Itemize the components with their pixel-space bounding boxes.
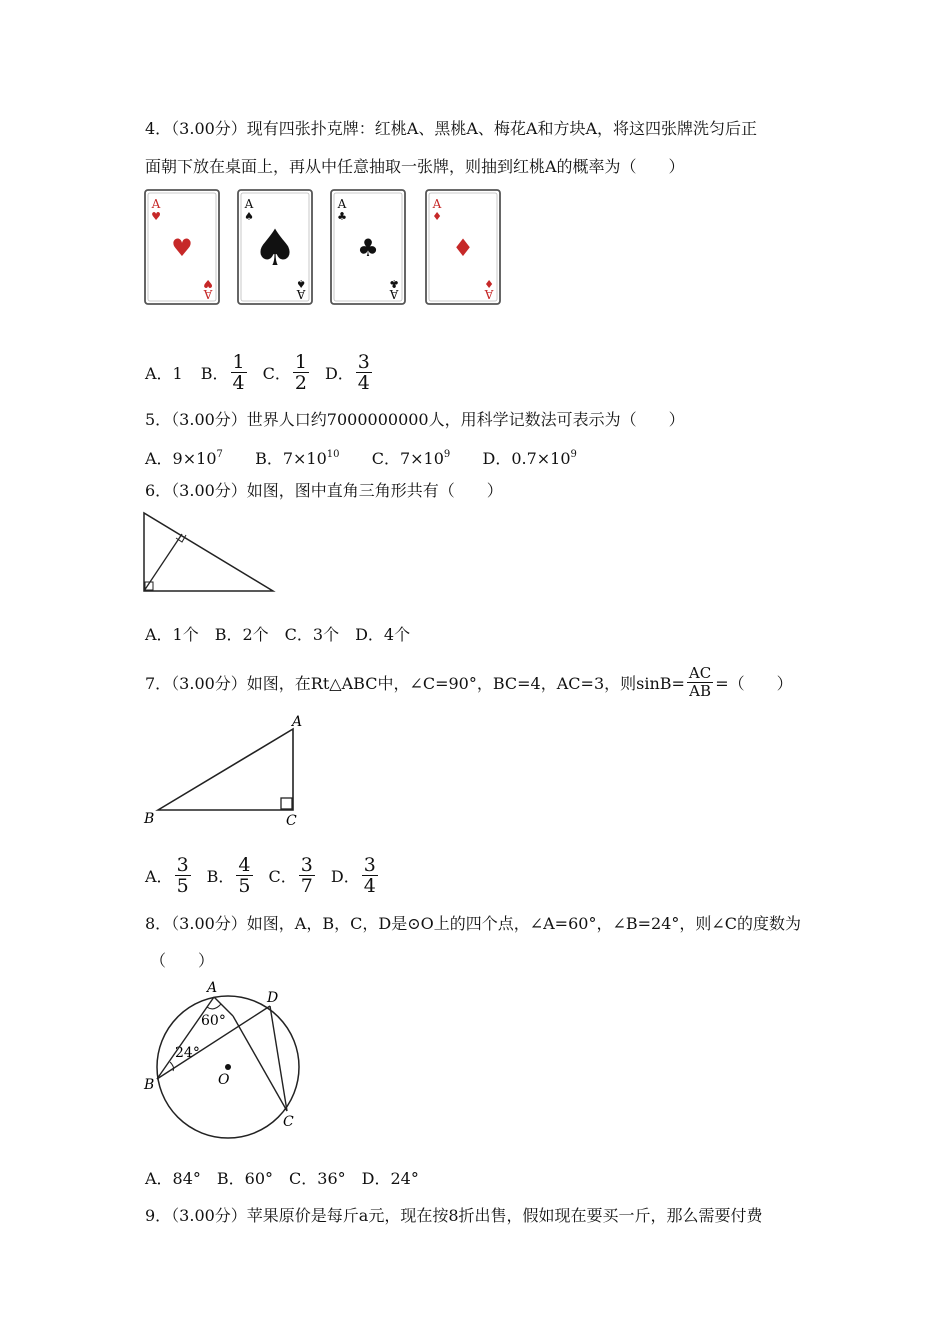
card-rank-bottom: A [484, 287, 494, 301]
vertex-label-b: B [144, 811, 155, 827]
card-rank-top: A [432, 197, 442, 211]
card-suit-bottom-icon: ♦ [484, 277, 494, 290]
card-suit-top-icon: ♥ [151, 210, 161, 223]
q5-option-d [482, 449, 576, 468]
right-angle-mark [281, 798, 292, 809]
center-label-o: O [218, 1072, 230, 1088]
point-label-d: D [267, 990, 279, 1006]
q5-option-b [255, 449, 339, 468]
q5-option-b-base: B．7×10 [255, 449, 327, 468]
fraction-denominator: 4 [363, 874, 376, 897]
fraction-denominator: AB [689, 681, 711, 700]
card-suit-bottom-icon: ♣ [389, 277, 399, 290]
card-suit-top-icon: ♣ [337, 210, 347, 223]
q5-option-c [372, 449, 451, 468]
q5-stem: 5．（3.00分）世界人口约7000000000人，用科学记数法可表示为（ ） [145, 410, 685, 429]
q7-option-c-label: C． [268, 866, 297, 886]
q7-triangle-figure [140, 712, 310, 830]
card-rank-top: A [151, 197, 161, 211]
card-center-spade-icon: ♠ [252, 219, 298, 277]
vertex-label-a: A [292, 714, 303, 730]
playing-card-diamond [426, 190, 500, 304]
fraction-denominator: 4 [232, 371, 245, 394]
q8-circle-figure [140, 976, 310, 1146]
q9-stem: 9．（3.00分）苹果原价是每斤a元，现在按8折出售，假如现在要买一斤，那么需要付费 [145, 1206, 763, 1225]
fraction-numerator: AC [688, 663, 712, 682]
card-rank-bottom: A [389, 287, 399, 301]
fraction-denominator: 2 [294, 371, 307, 394]
center-point [225, 1064, 231, 1070]
q5-option-a-exponent: 7 [216, 449, 223, 460]
q6-options: A．1个 B．2个 C．3个 D．4个 [145, 625, 411, 644]
q7-stem [145, 659, 793, 705]
fraction-numerator: 1 [232, 350, 245, 373]
fraction-denominator: 4 [357, 371, 370, 394]
angle-label-a: 60° [201, 1013, 226, 1029]
fraction-numerator: 3 [363, 853, 376, 876]
q4-option-c-label: C． [262, 363, 291, 383]
q7-stem-text: 7．（3.00分）如图，在Rt△ABC中，∠C=90°，BC=4，AC=3，则sinB= [145, 673, 685, 693]
fraction-numerator: 3 [176, 853, 189, 876]
q7-stem-tail: =（ ） [715, 673, 793, 693]
q7-option-d-label: D． [330, 866, 360, 886]
q5-option-c-base: C．7×10 [371, 449, 444, 468]
fraction-denominator: 5 [238, 874, 251, 897]
q7-stem-fraction [687, 665, 713, 700]
card-center-club-icon: ♣ [357, 234, 379, 262]
fraction-numerator: 3 [300, 853, 313, 876]
q4-option-c-fraction [293, 352, 309, 393]
fraction-denominator: 7 [300, 874, 313, 897]
playing-card-spade [238, 190, 312, 304]
q5-option-b-exponent: 10 [326, 449, 340, 460]
card-rank-bottom: A [296, 287, 306, 301]
q5-option-a-base: A．9×10 [145, 449, 217, 468]
q8-stem-line2: （ ） [150, 951, 215, 970]
card-rank-bottom: A [203, 287, 213, 301]
q7-option-b-label: B． [206, 866, 235, 886]
q7-option-b-fraction [236, 855, 252, 896]
card-suit-top-icon: ♦ [432, 210, 442, 223]
vertex-label-c: C [286, 813, 297, 829]
q4-options [145, 350, 374, 394]
q4-option-a: A．1 [145, 363, 183, 383]
q5-option-d-base: D．0.7×10 [482, 449, 571, 468]
q7-option-d-fraction [362, 855, 378, 896]
q7-options [145, 853, 380, 897]
card-center-heart-icon: ♥ [171, 234, 193, 262]
card-rank-top: A [337, 197, 347, 211]
q5-option-d-exponent: 9 [570, 449, 577, 460]
q5-option-a [145, 449, 223, 468]
fraction-numerator: 4 [238, 853, 251, 876]
q4-option-b-fraction [231, 352, 247, 393]
triangle-outline [144, 513, 273, 591]
q5-option-c-exponent: 9 [443, 449, 451, 460]
q6-stem: 6．（3.00分）如图，图中直角三角形共有（ ） [145, 481, 503, 500]
angle-label-b: 24° [175, 1045, 200, 1061]
q7-option-c-fraction [299, 855, 315, 896]
fraction-numerator: 1 [294, 350, 307, 373]
card-suit-bottom-icon: ♠ [296, 277, 306, 290]
q7-option-a-fraction [175, 855, 191, 896]
playing-card-heart [145, 190, 219, 304]
fraction-numerator: 3 [357, 350, 370, 373]
q4-option-d-label: D． [324, 363, 354, 383]
fraction-denominator: 5 [176, 874, 189, 897]
q8-stem-line1: 8．（3.00分）如图，A，B，C，D是⊙O上的四个点，∠A=60°，∠B=24°，则∠C的度数为 [145, 914, 802, 933]
q7-option-a-label: A． [145, 866, 173, 886]
q6-triangle-figure [140, 508, 280, 598]
playing-cards-figure [140, 186, 510, 311]
q4-option-b-label: B． [200, 363, 229, 383]
playing-card-club [331, 190, 405, 304]
card-rank-top: A [244, 197, 254, 211]
card-suit-bottom-icon: ♥ [203, 277, 213, 290]
q8-options: A．84° B．60° C．36° D．24° [145, 1169, 419, 1188]
triangle-abc [158, 729, 293, 810]
point-label-a: A [207, 980, 218, 996]
card-center-diamond-icon: ♦ [452, 234, 474, 262]
q4-option-d-fraction [356, 352, 372, 393]
point-label-c: C [283, 1114, 294, 1130]
q4-stem-line2: 面朝下放在桌面上，再从中任意抽取一张牌，则抽到红桃A的概率为（ ） [145, 157, 685, 176]
q4-stem-line1: 4．（3.00分）现有四张扑克牌：红桃A、黑桃A、梅花A和方块A，将这四张牌洗匀后正 [145, 119, 758, 138]
card-suit-top-icon: ♠ [244, 210, 254, 223]
q5-options [145, 444, 577, 470]
point-label-b: B [144, 1077, 155, 1093]
